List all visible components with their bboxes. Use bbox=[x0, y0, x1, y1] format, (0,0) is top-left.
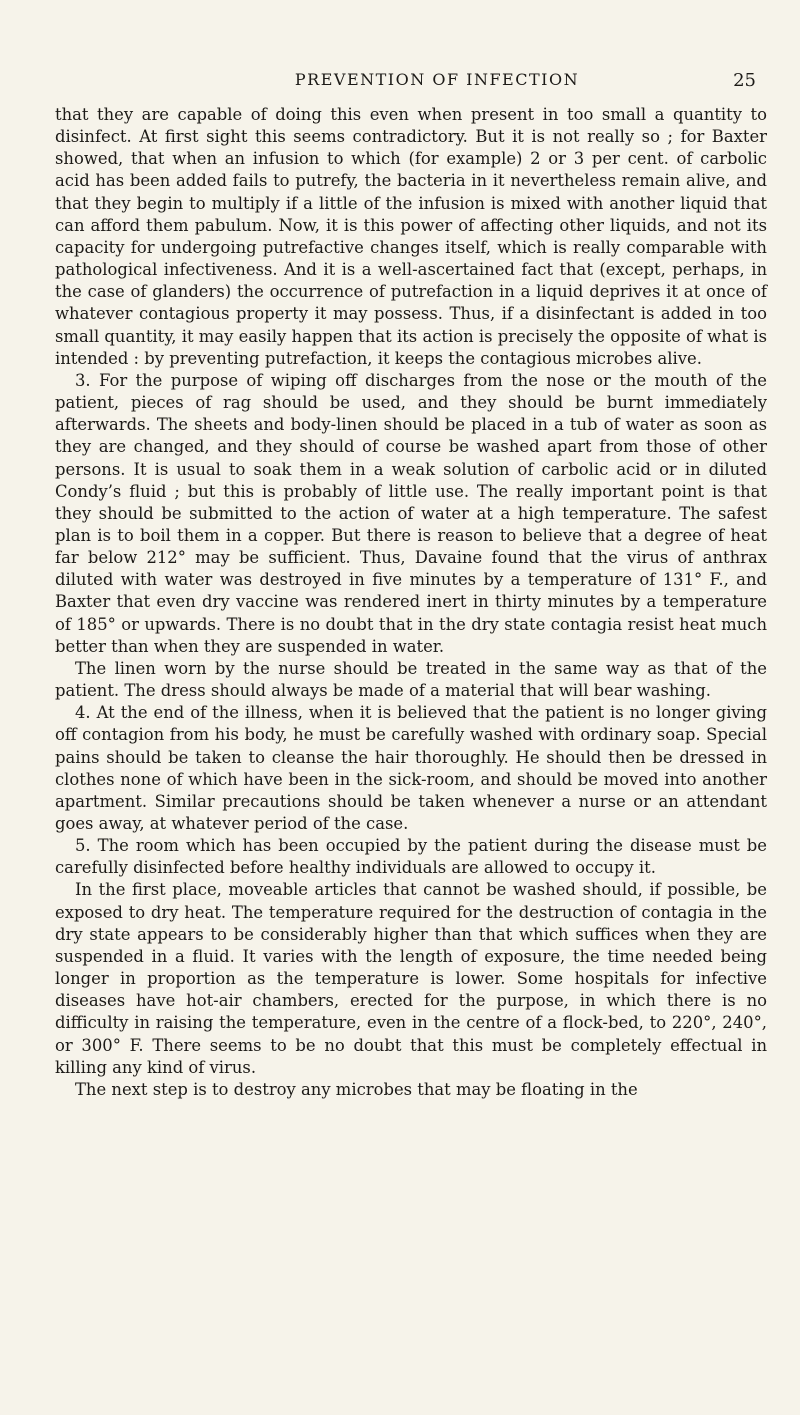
paragraph-item-4: 4. At the end of the illness, when it is believed that the patient is no longer giving off contagion from his body, he must be carefully washed with ordinary soap. Special pains should be taken to cleanse the hair thoroughly. He should then be dressed in clothes none of which have been in the sick-room, and should be moved into another apartment. Similar precautions should be taken whenever a nurse or an attendant goes away, at whatever period of the case. bbox=[55, 703, 767, 833]
paragraph-item-3: 3. For the purpose of wiping off discharges from the nose or the mouth of the patient, pieces of rag should be used, and they should be burnt immediately afterwards. The sheets and body-linen should be placed in a tub of water as soon as they are changed, and they should of course be washed apart from those of other persons. It is usual to soak them in a weak solution of carbolic acid or in diluted Condy’s fluid ; but this is probably of little use. The really important point is that they should be submitted to the action of water at a high temperature. The safest plan is to boil them in a copper. But there is reason to believe that a degree of heat far below 212° may be sufficient. Thus, Davaine found that the virus of anthrax diluted with water was destroyed in five minutes by a temperature of 131° F., and Baxter that even dry vaccine was rendered inert in thirty minutes by a temperature of 185° or upwards. There is no doubt that in the dry state contagia resist heat much better than when they are suspended in water. bbox=[55, 370, 767, 656]
running-header bbox=[55, 70, 764, 92]
paragraph-nurse-linen: The linen worn by the nurse should be treated in the same way as that of the patient. The dress should always be made of a material that will bear washing. bbox=[55, 658, 767, 701]
page-number: 25 bbox=[733, 70, 756, 91]
paragraph-dry-heat: In the first place, moveable articles that cannot be washed should, if possible, be exposed to dry heat. The temperature required for the destruction of contagia in the dry state appears to be considerably higher than that which suffices when they are suspended in a fluid. It varies with the length of exposure, the time needed being longer in proportion as the temperature is lower. Some hospitals for infective diseases have hot-air chambers, erected for the purpose, in which there is no difficulty in raising the temperature, even in the centre of a flock-bed, to 220°, 240°, or 300° F. There seems to be no doubt that this must be completely effectual in killing any kind of virus. bbox=[55, 880, 767, 1077]
paragraph-item-5: 5. The room which has been occupied by the patient during the disease must be carefully disinfected before healthy individuals are allowed to occupy it. bbox=[55, 836, 767, 878]
body-text bbox=[55, 104, 767, 1101]
running-title: PREVENTION OF INFECTION bbox=[294, 70, 580, 89]
paragraph-continuation: that they are capable of doing this even when present in too small a quantity to disinfect. At first sight this seems contradictory. But it is not really so ; for Baxter showed, that when an infusion to which (for example) 2 or 3 per cent. of carbolic acid has been added fails to putrefy, the bacteria in it nevertheless remain alive, and that they begin to multiply if a little of the infusion is mixed with another liquid that can afford them pabulum. Now, it is this power of affecting other liquids, and not its capacity for undergoing putrefactive changes itself, which is really comparable with pathological infectiveness. And it is a well-ascertained fact that (except, perhaps, in the case of glanders) the occurrence of putrefaction in a liquid deprives it at once of whatever contagious property it may possess. Thus, if a disinfectant is added in too small quantity, it may easily happen that its action is precisely the opposite of what is intended : by preventing putrefaction, it keeps the contagious microbes alive. bbox=[55, 105, 767, 368]
paragraph-next-step: The next step is to destroy any microbes that may be floating in the bbox=[75, 1079, 638, 1099]
